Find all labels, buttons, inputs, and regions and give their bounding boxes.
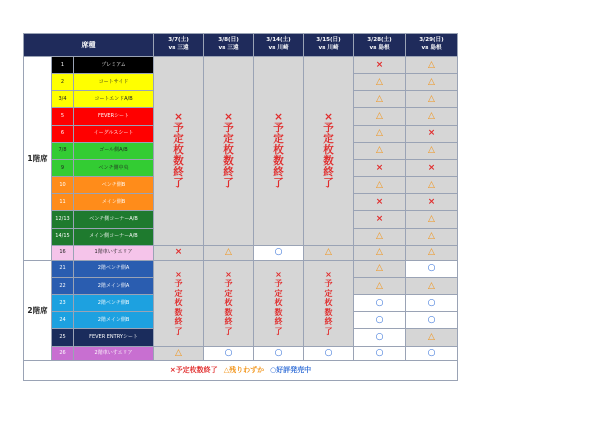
availability-cell [406,329,458,346]
date-label: 3/29(日) [419,37,444,44]
soldout-char: 定 [173,133,184,146]
availability-mark: ○ [375,332,384,343]
soldout-char: 終 [274,317,283,327]
soldout-char: 数 [224,307,233,317]
availability-mark: △ [376,231,383,242]
soldout-char: 予 [223,122,234,135]
soldout-char: × [174,111,183,124]
legend-few-left: △残りわずか [223,365,265,374]
soldout-char: 終 [224,317,233,327]
availability-cell [354,159,406,176]
legend-cell [24,360,458,380]
availability-cell [354,329,406,346]
availability-cell [354,142,406,159]
soldout-char: 了 [324,326,333,336]
soldout-char: × [175,269,182,279]
seat-number: 26 [52,346,74,360]
soldout-merged-cell [254,57,304,246]
availability-cell [354,346,406,360]
soldout-vertical-text [304,112,353,189]
availability-mark: × [375,59,384,70]
availability-mark: × [375,196,384,207]
soldout-char: 数 [223,155,234,168]
soldout-char: 定 [274,288,283,298]
availability-mark: △ [428,213,435,224]
soldout-merged-cell [204,57,254,246]
availability-mark: × [427,196,436,207]
seat-number: 1 [52,57,74,74]
seat-number: 12/13 [52,211,74,228]
legend-on-sale: ○好評発売中 [270,365,312,374]
soldout-char: 了 [223,177,234,190]
soldout-char: 了 [173,177,184,190]
soldout-char: × [274,111,283,124]
availability-mark: × [174,247,183,258]
availability-mark: △ [428,247,435,258]
opponent-label: vs 川崎 [268,45,289,51]
availability-cell [304,346,354,360]
soldout-char: 枚 [173,144,184,157]
availability-mark: △ [325,247,332,258]
availability-mark: △ [376,263,383,274]
availability-mark: △ [428,59,435,70]
availability-mark: × [375,213,384,224]
soldout-char: 定 [273,133,284,146]
seat-name: 2階ベンチ側A [74,260,154,277]
soldout-char: 定 [174,288,183,298]
seat-name: ベンチ側B [74,177,154,194]
availability-cell [354,211,406,228]
availability-mark: ○ [427,263,436,274]
seat-number: 5 [52,108,74,125]
seat-name: プレミアム [74,57,154,74]
seat-number: 11 [52,194,74,211]
soldout-char: × [275,269,282,279]
availability-cell [406,108,458,125]
seat-number: 21 [52,260,74,277]
soldout-char: 終 [273,166,284,179]
seat-name: ベンチ側コーナーA/B [74,211,154,228]
availability-cell [406,245,458,260]
availability-mark: △ [428,280,435,291]
date-header [406,34,458,57]
availability-mark: ○ [274,347,283,358]
availability-cell [354,312,406,329]
soldout-char: 枚 [273,144,284,157]
availability-mark: △ [428,111,435,122]
availability-cell [304,245,354,260]
date-label: 3/15(日) [316,37,341,44]
availability-cell [354,194,406,211]
availability-cell [154,245,204,260]
availability-cell [406,346,458,360]
availability-cell [154,346,204,360]
soldout-vertical-text [254,112,303,189]
availability-mark: △ [376,76,383,87]
ticket-availability-table [23,33,458,381]
availability-cell [354,57,406,74]
soldout-char: 数 [323,155,334,168]
seat-number: 25 [52,329,74,346]
seat-name: ゴール側A/B [74,142,154,159]
availability-mark: ○ [274,247,283,258]
soldout-char: 了 [323,177,334,190]
date-header [354,34,406,57]
soldout-char: 数 [173,155,184,168]
availability-cell [406,312,458,329]
soldout-char: 予 [323,122,334,135]
seat-row [24,260,458,277]
soldout-vertical-text [154,270,203,337]
availability-mark: ○ [427,347,436,358]
soldout-char: 定 [323,133,334,146]
date-header [154,34,204,57]
date-label: 3/28(土) [367,37,392,44]
availability-mark: △ [376,280,383,291]
seat-name: メイン側B [74,194,154,211]
availability-mark: △ [376,111,383,122]
soldout-vertical-text [304,270,353,337]
soldout-char: 終 [173,166,184,179]
soldout-char: 予 [173,122,184,135]
availability-mark: △ [376,247,383,258]
seat-name: メイン側コーナーA/B [74,228,154,245]
availability-cell [406,194,458,211]
availability-mark: △ [428,145,435,156]
soldout-char: 予 [174,279,183,289]
availability-cell [354,91,406,108]
soldout-char: 枚 [323,144,334,157]
seat-number: 6 [52,125,74,142]
soldout-merged-cell [154,57,204,246]
soldout-char: 枚 [223,144,234,157]
availability-mark: △ [376,145,383,156]
availability-mark: △ [376,179,383,190]
soldout-merged-cell [154,260,204,346]
soldout-char: 予 [273,122,284,135]
availability-cell [354,278,406,295]
availability-cell [204,245,254,260]
soldout-char: 数 [324,307,333,317]
header-row [24,34,458,57]
seat-name: FEVERシート [74,108,154,125]
availability-mark: × [427,128,436,139]
soldout-vertical-text [254,270,303,337]
seat-number: 2 [52,74,74,91]
opponent-label: vs 三遠 [218,45,239,51]
soldout-char: 終 [174,317,183,327]
soldout-char: 枚 [174,298,183,308]
seat-number: 16 [52,245,74,260]
availability-cell [406,74,458,91]
seat-name: コートエンドA/B [74,91,154,108]
availability-cell [406,177,458,194]
availability-mark: ○ [375,347,384,358]
availability-cell [406,57,458,74]
availability-cell [406,211,458,228]
availability-mark: △ [428,231,435,242]
soldout-vertical-text [154,112,203,189]
soldout-char: × [225,269,232,279]
soldout-char: 了 [274,326,283,336]
opponent-label: vs 三遠 [168,45,189,51]
opponent-label: vs 島根 [369,45,390,51]
seat-number: 9 [52,159,74,176]
availability-mark: △ [428,179,435,190]
soldout-char: 定 [324,288,333,298]
soldout-merged-cell [304,57,354,246]
availability-mark: △ [376,93,383,104]
availability-cell [354,295,406,312]
date-label: 3/8(日) [218,37,239,44]
soldout-vertical-text [204,112,253,189]
seat-name: FEVER ENTRYシート [74,329,154,346]
soldout-char: × [325,269,332,279]
soldout-merged-cell [254,260,304,346]
soldout-char: 枚 [324,298,333,308]
soldout-vertical-text [204,270,253,337]
soldout-char: 予 [324,279,333,289]
soldout-char: 予 [274,279,283,289]
availability-mark: ○ [427,314,436,325]
soldout-char: 定 [224,288,233,298]
availability-mark: × [427,162,436,173]
seat-number: 7/8 [52,142,74,159]
availability-cell [406,228,458,245]
date-header [254,34,304,57]
availability-cell [354,228,406,245]
soldout-char: × [224,111,233,124]
seat-number: 14/15 [52,228,74,245]
date-label: 3/7(土) [168,37,189,44]
legend-soldout: ×予定枚数終了 [169,365,218,374]
date-label: 3/14(土) [266,37,291,44]
availability-cell [406,295,458,312]
seat-name: 2階車いすエリア [74,346,154,360]
availability-mark: △ [428,76,435,87]
seat-row [24,57,458,74]
availability-cell [354,108,406,125]
seat-row [24,245,458,260]
soldout-char: × [324,111,333,124]
availability-mark: ○ [375,314,384,325]
availability-mark: △ [175,347,182,358]
availability-cell [354,177,406,194]
soldout-char: 終 [324,317,333,327]
soldout-char: 予 [224,279,233,289]
opponent-label: vs 島根 [421,45,442,51]
seat-name: 2階メイン側A [74,278,154,295]
seat-number: 3/4 [52,91,74,108]
soldout-char: 数 [174,307,183,317]
seat-name: 2階メイン側B [74,312,154,329]
seat-number: 10 [52,177,74,194]
availability-mark: ○ [375,297,384,308]
availability-mark: ○ [324,347,333,358]
seat-name: イーグルスシート [74,125,154,142]
availability-cell [354,245,406,260]
opponent-label: vs 川崎 [318,45,339,51]
availability-cell [254,346,304,360]
soldout-char: 定 [223,133,234,146]
seat-name: 1階車いすエリア [74,245,154,260]
availability-mark: △ [428,93,435,104]
seat-number: 23 [52,295,74,312]
soldout-char: 了 [273,177,284,190]
soldout-char: 了 [224,326,233,336]
availability-cell [406,142,458,159]
seat-name: 2階ベンチ側B [74,295,154,312]
seat-row [24,346,458,360]
availability-cell [354,125,406,142]
availability-cell [204,346,254,360]
seat-name: ベンチ側中央 [74,159,154,176]
date-header [204,34,254,57]
floor-label-2f: 2階席 [24,260,52,360]
seat-number: 22 [52,278,74,295]
soldout-char: 終 [323,166,334,179]
availability-cell [354,74,406,91]
soldout-char: 数 [273,155,284,168]
availability-cell [406,278,458,295]
availability-cell [406,125,458,142]
availability-mark: × [375,162,384,173]
availability-cell [406,260,458,277]
availability-cell [406,91,458,108]
availability-cell [406,159,458,176]
availability-cell [254,245,304,260]
availability-mark: ○ [224,347,233,358]
availability-mark: △ [225,247,232,258]
soldout-char: 枚 [224,298,233,308]
seat-name: コートサイド [74,74,154,91]
seat-type-header: 席種 [24,34,154,57]
legend-row [24,360,458,380]
availability-mark: △ [428,332,435,343]
availability-cell [354,260,406,277]
soldout-char: 数 [274,307,283,317]
availability-mark: ○ [427,297,436,308]
soldout-char: 終 [223,166,234,179]
floor-label-1f: 1階席 [24,57,52,261]
soldout-char: 了 [174,326,183,336]
soldout-merged-cell [304,260,354,346]
availability-mark: △ [376,128,383,139]
date-header [304,34,354,57]
seat-number: 24 [52,312,74,329]
soldout-merged-cell [204,260,254,346]
soldout-char: 枚 [274,298,283,308]
